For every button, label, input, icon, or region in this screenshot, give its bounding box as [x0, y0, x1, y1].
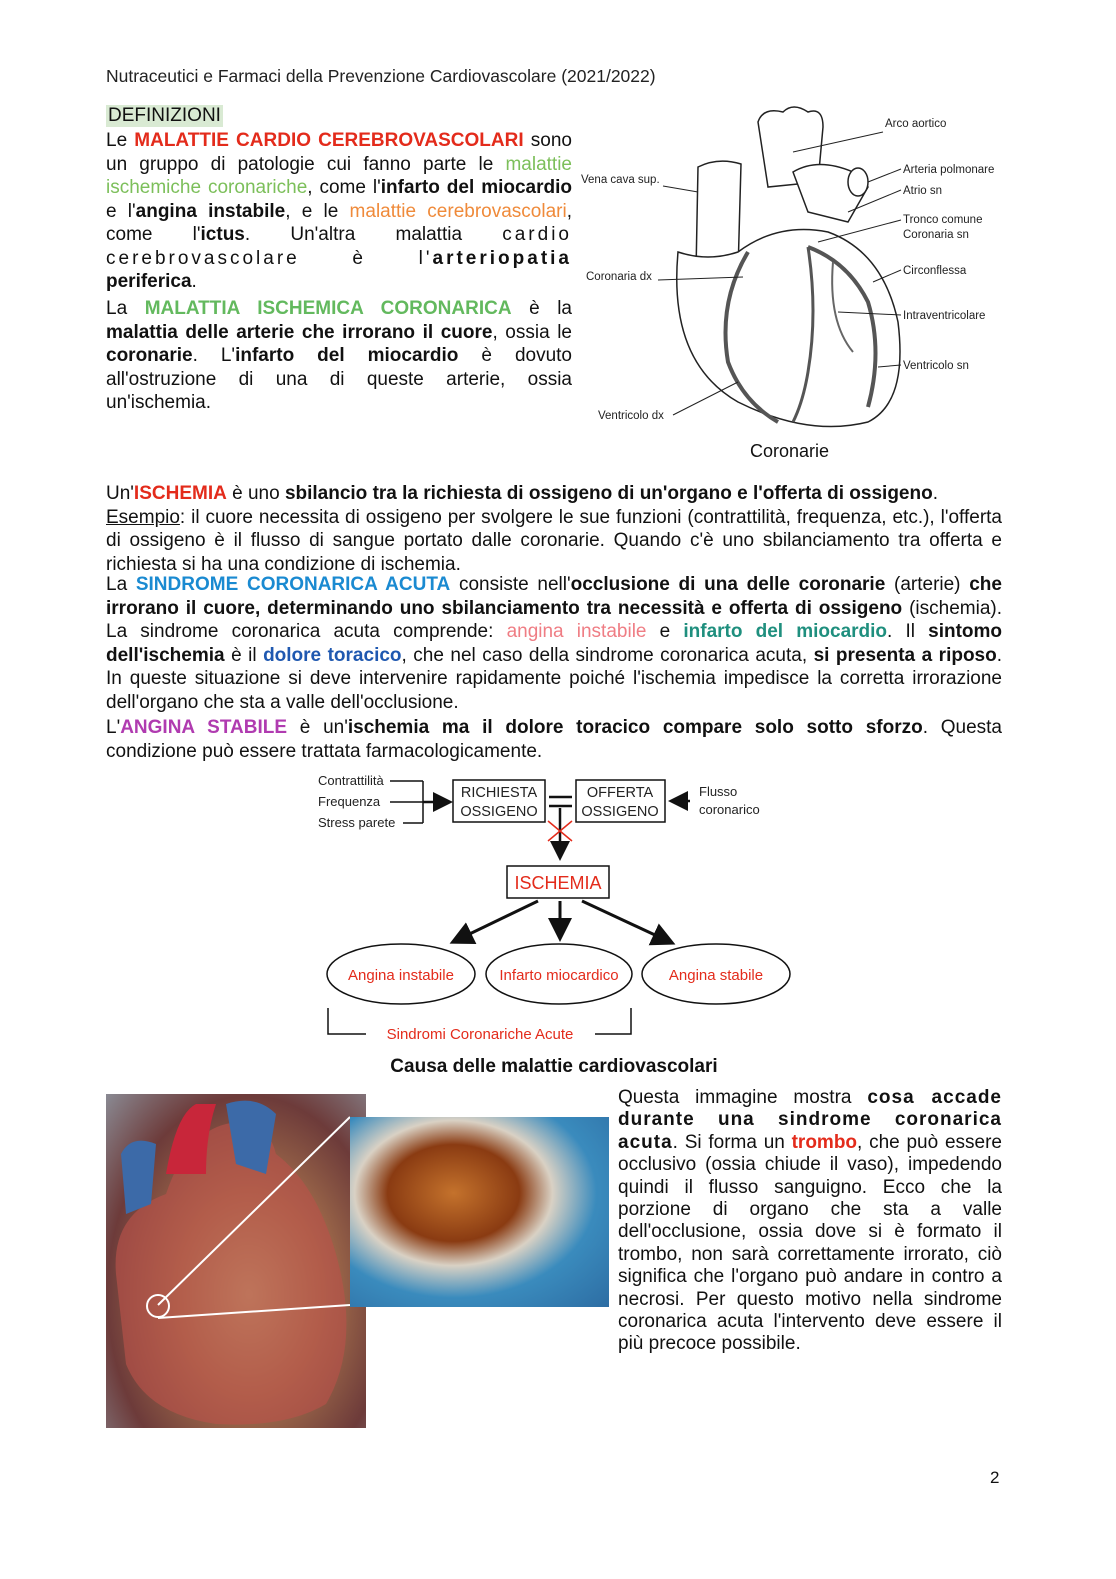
ischemia-flow-diagram	[310, 766, 800, 1051]
flusso-label-1: Flusso	[699, 784, 738, 799]
richiesta-label-2: OSSIGENO	[460, 804, 538, 820]
paragraph-malattia-ischemica: La MALATTIA ISCHEMICA CORONARICA è la malattia delle arterie che irrorano il cuore, ossia le coronarie. L'infarto del miocardio è dovuto all'ostruzione di una di queste arterie, ossia un'ischemia.	[106, 298, 572, 413]
ischemia-box-label: ISCHEMIA	[514, 873, 602, 893]
flusso-label-2: coronarico	[699, 802, 760, 817]
label-circonflessa: Circonflessa	[903, 265, 967, 277]
coronary-heart-diagram	[578, 102, 1010, 442]
flow-stress-parete: Stress parete	[318, 815, 396, 830]
paragraph-angina-stabile: L'ANGINA STABILE è un'ischemia ma il dolore toracico compare solo sotto sforzo. Questa condizione può essere trattata farmacologicamente.	[106, 717, 1002, 762]
richiesta-label-1: RICHIESTA	[460, 785, 538, 801]
offerta-label-2: OSSIGENO	[581, 804, 659, 820]
paragraph-malattie: Le MALATTIE CARDIO CEREBROVASCOLARI sono un gruppo di patologie cui fanno parte le malattie ischemiche coronariche, come l'infarto del miocardio e l'angina instabile, e le malattie cerebrovascolari, come l'ictus. Un'altra malattia cardio cerebrovascolare è l'arteriopatia periferica.	[106, 130, 572, 292]
paragraph-trombo: Questa immagine mostra cosa accade durante una sindrome coronarica acuta. Si forma un trombo, che può essere occlusivo (ossia chiude il vaso), impedendo quindi il flusso sanguigno. Ecco che la porzione di organo che sta a valle dell'occlusione, ossia dove si è formato il trombo, non sarà correttamente irrorato, ciò significa che l'organo può andare in contro a necrosi. Per questo motivo nella sindrome coronarica acuta l'intervento deve essere il più precoce possibile.	[618, 1087, 1002, 1355]
outcome-infarto-miocardico: Infarto miocardico	[499, 967, 619, 984]
diagram-caption: Coronarie	[750, 441, 830, 461]
label-atrio-sn: Atrio sn	[903, 185, 942, 197]
label-ventricolo-dx: Ventricolo dx	[598, 410, 664, 422]
label-coronaria-sn: Coronaria sn	[903, 229, 969, 241]
flow-contrattilita: Contrattilità	[318, 773, 384, 788]
thrombus-section-image	[350, 1117, 609, 1307]
label-vena-cava: Vena cava sup.	[581, 174, 660, 186]
offerta-label-1: OFFERTA	[586, 785, 654, 801]
outcome-angina-instabile: Angina instabile	[348, 967, 454, 984]
page-header: Nutraceutici e Farmaci della Prevenzione Cardiovascolare (2021/2022)	[106, 66, 656, 86]
label-coronaria-dx: Coronaria dx	[586, 271, 652, 283]
outcome-angina-stabile: Angina stabile	[668, 967, 764, 984]
section-label: DEFINIZIONI	[108, 105, 221, 126]
sca-group-label: Sindromi Coronariche Acute	[386, 1026, 574, 1043]
page-number: 2	[990, 1468, 1000, 1487]
label-arteria-polmonare: Arteria polmonare	[903, 164, 995, 176]
figure-title: Causa delle malattie cardiovascolari	[390, 1056, 718, 1077]
label-tronco-comune: Tronco comune	[903, 214, 983, 226]
label-intraventricolare: Intraventricolare	[903, 310, 986, 322]
label-arco-aortico: Arco aortico	[885, 118, 947, 130]
flow-frequenza: Frequenza	[318, 794, 381, 809]
paragraph-ischemia: Un'ISCHEMIA è uno sbilancio tra la richiesta di ossigeno di un'organo e l'offerta di ossigeno. Esempio: il cuore necessita di ossigeno per svolgere le sue funzioni (contrattilità, frequenza, etc.), l'offerta di ossigeno è il flusso di sangue portato dalle coronarie. Quando c'è uno sbilanciamento tra offerta e richiesta si ha una condizione di ischemia.	[106, 483, 1002, 575]
zoom-lines	[150, 1100, 360, 1330]
paragraph-sindrome-coronarica: La SINDROME CORONARICA ACUTA consiste nell'occlusione di una delle coronarie (arterie) che irrorano il cuore, determinando uno sbilanciamento tra necessità e offerta di ossigeno (ischemia). La sindrome coronarica acuta comprende: angina instabile e infarto del miocardio. Il sintomo dell'ischemia è il dolore toracico, che nel caso della sindrome coronarica acuta, si presenta a riposo. In queste situazione si deve intervenire rapidamente poiché l'ischemia impedisce la corretta irrorazione dell'organo che sta a valle dell'occlusione.	[106, 574, 1003, 713]
label-ventricolo-sn: Ventricolo sn	[903, 360, 969, 372]
